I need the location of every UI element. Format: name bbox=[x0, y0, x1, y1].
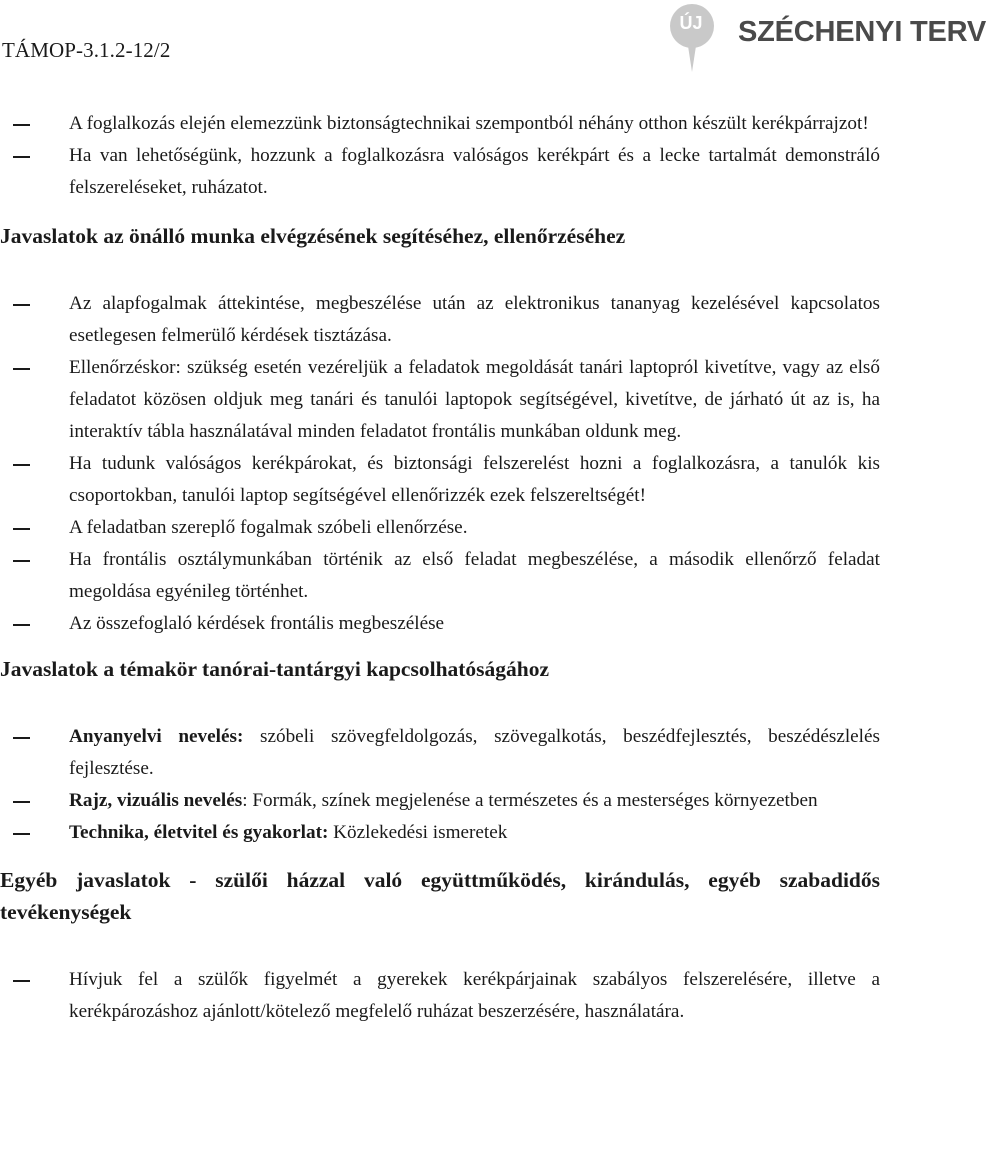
list-item: Ha van lehetőségünk, hozzunk a foglalkozásra valóságos kerékpárt és a lecke tartalmát demonstráló felszereléseket, ruházatot. bbox=[0, 140, 960, 204]
list-item: Ha tudunk valóságos kerékpárokat, és biztonsági felszerelést hozni a foglalkozásra, a tanulók kis csoportokban, tanulói laptop segítségével ellenőrizzék ezek felszereltségét! bbox=[0, 448, 960, 512]
list-item: A feladatban szereplő fogalmak szóbeli ellenőrzése. bbox=[0, 512, 960, 544]
dash-bullet-icon bbox=[13, 624, 30, 626]
list-item: Ellenőrzéskor: szükség esetén vezéreljük a feladatok megoldását tanári laptopról kivetítve, vagy az első feladatot közösen oldjuk meg tanári és tanulói laptopok segítségével, kivetítve, de járható út az is, ha interaktív tábla használatával minden feladatot frontális munkában oldunk meg. bbox=[0, 352, 960, 448]
dash-bullet-icon bbox=[13, 124, 30, 126]
document-body bbox=[0, 108, 960, 1028]
section-heading-other: Egyéb javaslatok - szülői házzal való együttműködés, kirándulás, egyéb szabadidős tevékenységek bbox=[0, 868, 880, 924]
logo-mark-text: ÚJ bbox=[679, 13, 703, 33]
list-item: Az alapfogalmak áttekintése, megbeszélése után az elektronikus tananyag kezelésével kapcsolatos esetlegesen felmerülő kérdések tisztázása. bbox=[0, 288, 960, 352]
section-heading-subject-links: Javaslatok a témakör tanórai-tantárgyi kapcsolhatóságához bbox=[0, 657, 550, 681]
szechenyi-terv-logo bbox=[668, 0, 986, 74]
intro-list bbox=[0, 108, 960, 204]
list-item: Technika, életvitel és gyakorlat: Közlekedési ismeretek bbox=[0, 817, 960, 849]
list-item: A foglalkozás elején elemezzünk biztonságtechnikai szempontból néhány otthon készült kerékpárrajzot! bbox=[0, 108, 960, 140]
list-item: Hívjuk fel a szülők figyelmét a gyerekek kerékpárjainak szabályos felszerelésére, illetve a kerékpározáshoz ajánlott/kötelező megfelelő ruházat beszerzésére, használatára. bbox=[0, 964, 960, 1028]
logo-wordmark: SZÉCHENYI TERV bbox=[738, 16, 986, 48]
document-code: TÁMOP-3.1.2-12/2 bbox=[2, 38, 171, 62]
subject-links-list bbox=[0, 721, 960, 849]
section-heading-self-work: Javaslatok az önálló munka elvégzésének segítéséhez, ellenőrzéséhez bbox=[0, 224, 626, 248]
subject-term: Technika, életvitel és gyakorlat: bbox=[69, 822, 329, 843]
subject-term: Rajz, vizuális nevelés bbox=[69, 790, 243, 811]
dash-bullet-icon bbox=[13, 980, 30, 982]
dash-bullet-icon bbox=[13, 560, 30, 562]
dash-bullet-icon bbox=[13, 737, 30, 739]
dash-bullet-icon bbox=[13, 464, 30, 466]
dash-bullet-icon bbox=[13, 801, 30, 803]
dash-bullet-icon bbox=[13, 368, 30, 370]
dash-bullet-icon bbox=[13, 156, 30, 158]
list-item: Anyanyelvi nevelés: szóbeli szövegfeldolgozás, szövegalkotás, beszédfejlesztés, beszédészlelés fejlesztése. bbox=[0, 721, 960, 785]
dash-bullet-icon bbox=[13, 833, 30, 835]
self-work-list bbox=[0, 288, 960, 640]
dash-bullet-icon bbox=[13, 528, 30, 530]
list-item: Rajz, vizuális nevelés: Formák, színek megjelenése a természetes és a mesterséges környezetben bbox=[0, 785, 960, 817]
subject-term: Anyanyelvi nevelés: bbox=[69, 726, 244, 747]
list-item: Ha frontális osztálymunkában történik az első feladat megbeszélése, a második ellenőrző feladat megoldása egyénileg történhet. bbox=[0, 544, 960, 608]
list-item: Az összefoglaló kérdések frontális megbeszélése bbox=[0, 608, 960, 640]
other-suggestions-list bbox=[0, 964, 960, 1028]
dash-bullet-icon bbox=[13, 304, 30, 306]
